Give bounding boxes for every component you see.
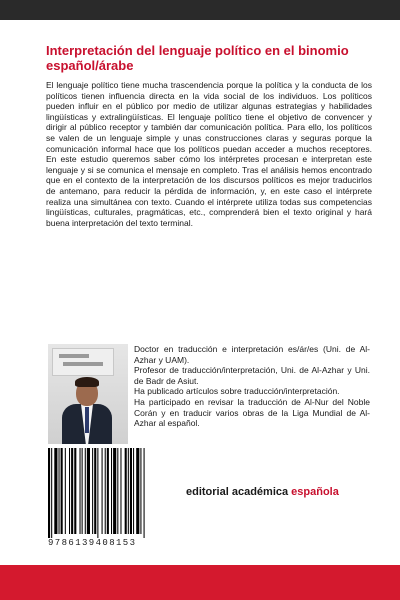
isbn-barcode	[46, 448, 176, 540]
bottom-band	[0, 565, 400, 600]
book-blurb: El lenguaje político tiene mucha trascendencia porque la política y la conducta de los políticos tienen influencia directa en la vida social de los individuos. Los políticos pueden influir en el público por medio de utilizar algunas estrategias y habilidades lingüísticas y extralingüísticas. El lenguaje político tiene el objetivo de convencer y dirigir al público receptor y también dar comunicación política. Para ello, los políticos se valen de un lenguaje simple y unas construcciones claras y seguras porque la comunicación informal hace que los políticos puedan acceder a muchos receptores. En este estudio queremos saber cómo los intérpretes procesan e interpretan este lenguaje y si se comunica el mensaje en completo. Tras el análisis hemos encontrado que en el contexto de la interpretación de los discursos políticos es mejor traducirlos de antemano, para reducir la pérdida de información, y, en este caso el intérprete realiza una simultánea con texto. Cuando el intérprete utiliza todas sus competencias lingüísticas, culturales, pragmáticas, etc., comprenderá bien el texto original y hará buena interpretación del texto terminal.	[46, 80, 372, 228]
isbn-digits: 9786139408153	[48, 538, 137, 548]
bio-line: Doctor en traducción e interpretación es/ár/es (Uni. de Al-Azhar y UAM).	[134, 344, 370, 365]
publisher-name-part2: española	[291, 486, 339, 498]
publisher-name-part1: editorial académica	[186, 486, 289, 498]
photo-background-sign	[52, 348, 114, 376]
bio-line: Profesor de traducción/interpretación, Uni. de Al-Azhar y Uni. de Badr de Asiut.	[134, 365, 370, 386]
barcode-bars	[46, 448, 176, 538]
book-title: Interpretación del lenguaje político en el binomio español/árabe	[46, 43, 349, 73]
bio-line: Ha participado en revisar la traducción de Al-Nur del Noble Corán y en traducir varios obras de la Liga Mundial de Al-Azhar al español.	[134, 396, 370, 429]
author-photo	[48, 344, 128, 444]
author-bio	[134, 344, 370, 429]
top-band	[0, 0, 400, 20]
bio-line: Ha publicado artículos sobre traducción/interpretación.	[134, 386, 340, 397]
publisher-logo	[186, 486, 386, 498]
